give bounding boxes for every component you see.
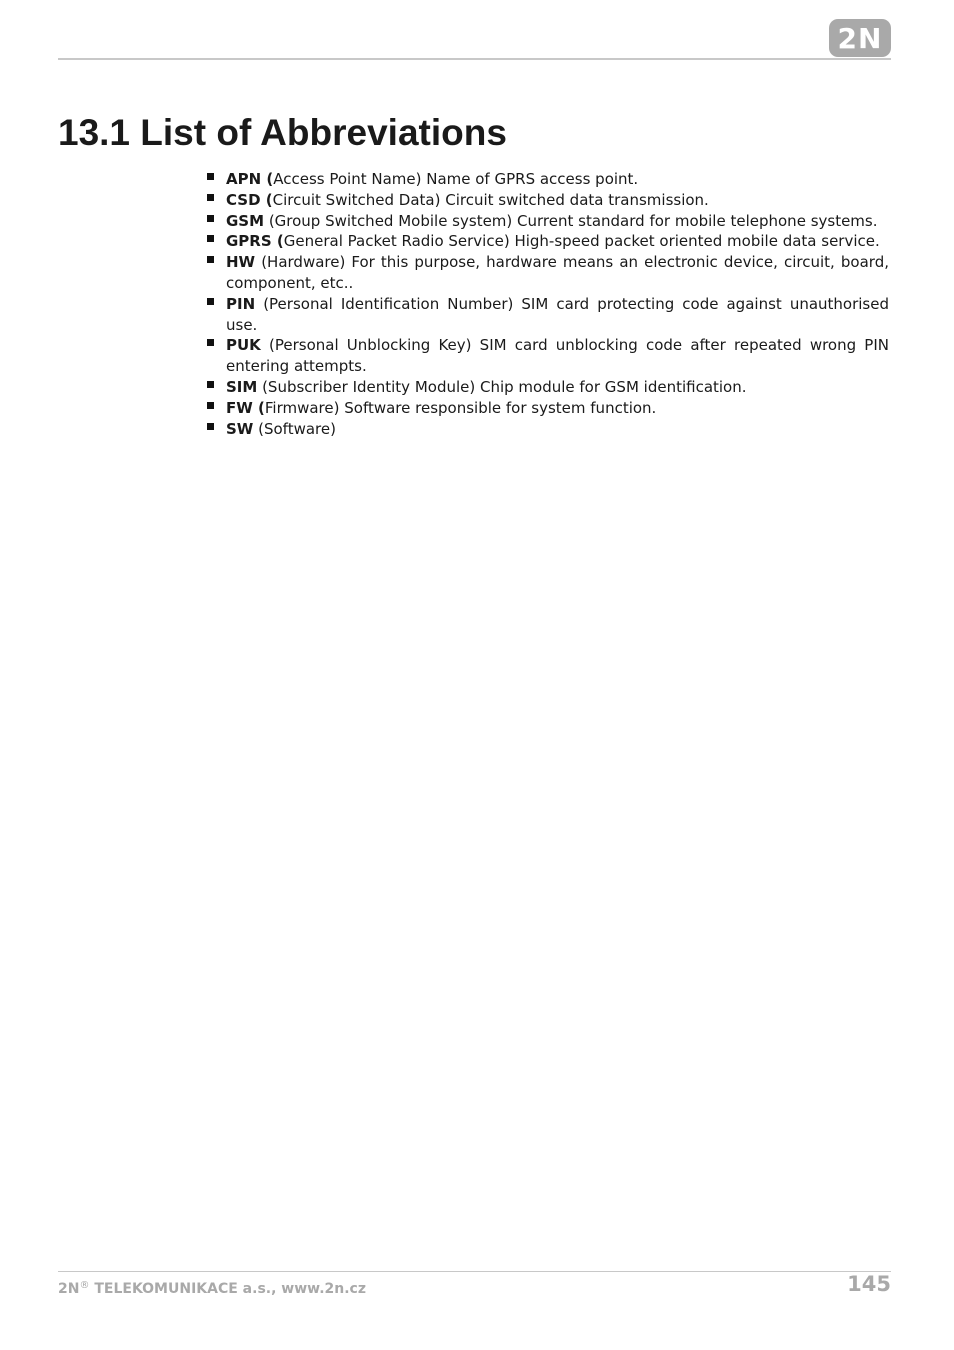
bullet-icon	[207, 173, 214, 180]
footer-company	[58, 1280, 366, 1297]
abbreviation-term: CSD (	[226, 190, 273, 209]
bullet-icon	[207, 194, 214, 201]
page-number: 145	[847, 1272, 891, 1296]
footer-company-prefix: 2N	[58, 1281, 80, 1297]
abbreviation-description: (Software)	[253, 419, 336, 438]
abbreviation-term: HW	[226, 253, 256, 272]
list-item	[207, 294, 889, 336]
list-item	[207, 377, 889, 398]
header-divider	[58, 58, 891, 60]
list-item	[207, 335, 889, 377]
abbreviation-list	[207, 169, 889, 439]
bullet-icon	[207, 381, 214, 388]
abbreviation-description: (Personal Identification Number) SIM card protecting code against unauthorised use.	[226, 294, 889, 334]
bullet-icon	[207, 298, 214, 305]
list-item	[207, 419, 889, 440]
list-item	[207, 231, 889, 252]
logo-text: 2N	[837, 21, 883, 55]
abbreviation-description: Access Point Name) Name of GPRS access point.	[273, 170, 639, 188]
abbreviation-term: SW	[226, 419, 254, 438]
abbreviation-description: (Hardware) For this purpose, hardware means an electronic device, circuit, board, component, etc..	[226, 253, 889, 292]
abbreviation-description: Circuit Switched Data) Circuit switched data transmission.	[272, 190, 709, 209]
abbreviation-description: Firmware) Software responsible for system function.	[264, 398, 657, 417]
2n-logo	[829, 19, 891, 57]
abbreviation-term: APN (	[226, 170, 274, 188]
bullet-icon	[207, 402, 214, 409]
abbreviation-description: (Subscriber Identity Module) Chip module for GSM identification.	[257, 377, 747, 396]
list-item	[207, 190, 889, 211]
abbreviation-term: SIM	[226, 377, 258, 396]
abbreviation-description: General Packet Radio Service) High-speed packet oriented mobile data service.	[283, 232, 880, 251]
abbreviation-term: GPRS (	[226, 232, 284, 251]
list-item	[207, 252, 889, 294]
footer-company-rest: TELEKOMUNIKACE a.s., www.2n.cz	[89, 1281, 366, 1297]
bullet-icon	[207, 339, 214, 346]
bullet-icon	[207, 256, 214, 263]
abbreviation-description: (Personal Unblocking Key) SIM card unblocking code after repeated wrong PIN entering attempts.	[226, 336, 889, 376]
footer-divider	[58, 1271, 891, 1272]
list-item	[207, 211, 889, 232]
bullet-icon	[207, 235, 214, 242]
abbreviation-term: GSM	[226, 211, 265, 230]
abbreviation-term: PIN	[226, 294, 256, 313]
list-item	[207, 398, 889, 419]
abbreviation-term: PUK	[226, 336, 261, 355]
list-item	[207, 169, 889, 190]
registered-mark: ®	[79, 1280, 90, 1291]
page-title: 13.1 List of Abbreviations	[58, 112, 507, 153]
bullet-icon	[207, 215, 214, 222]
abbreviation-term: FW (	[226, 398, 265, 417]
bullet-icon	[207, 423, 214, 430]
abbreviation-description: (Group Switched Mobile system) Current standard for mobile telephone systems.	[264, 211, 878, 230]
